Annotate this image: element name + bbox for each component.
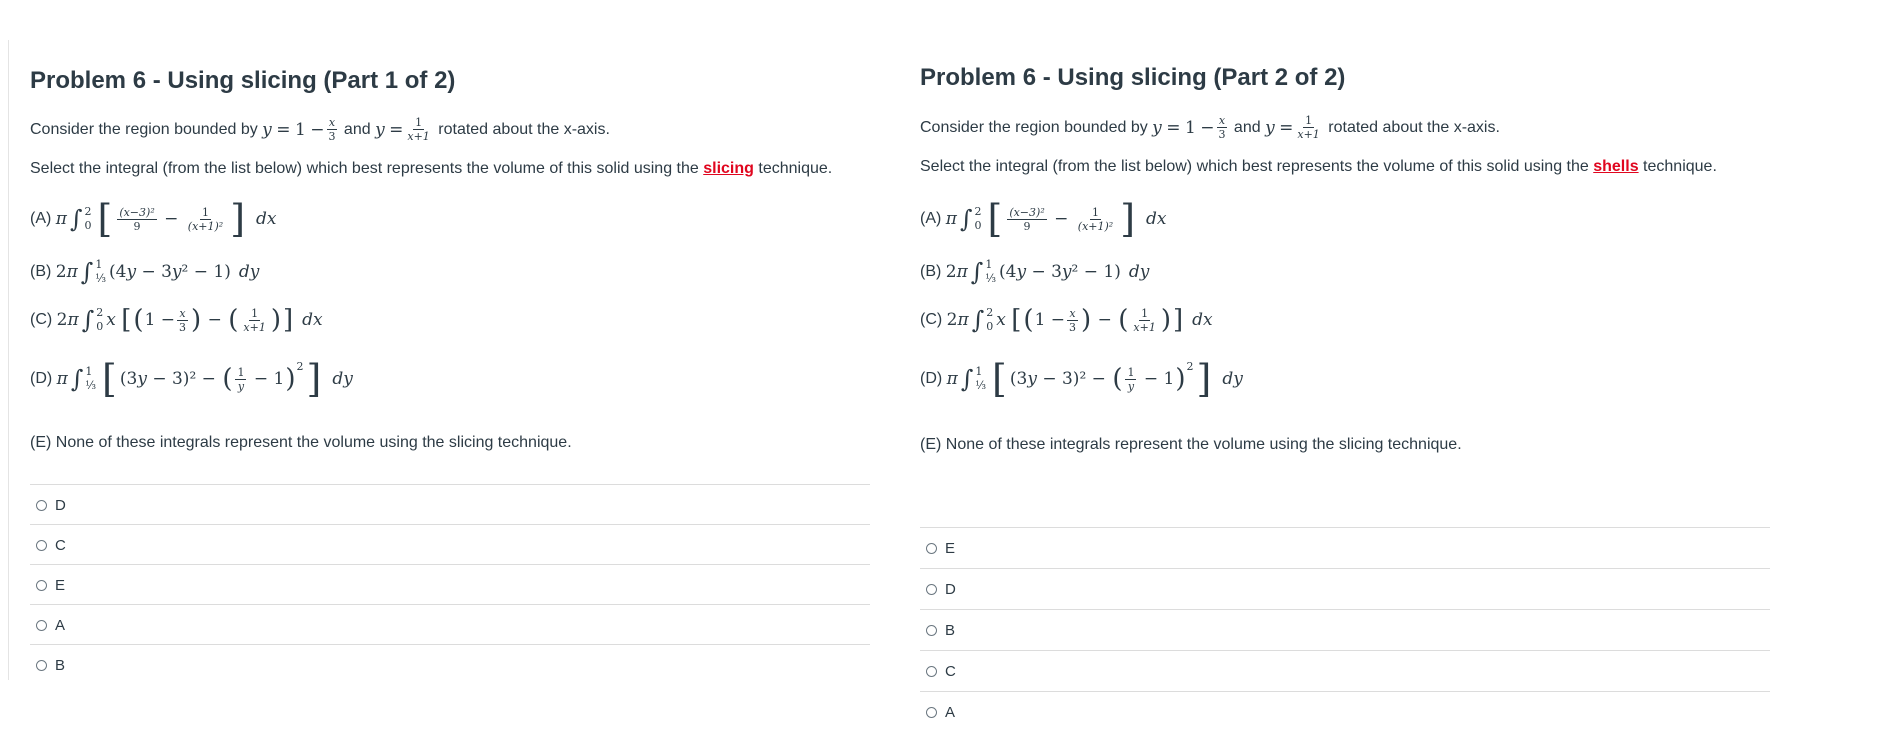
answer-option[interactable]: E (30, 564, 870, 605)
radio-icon[interactable] (926, 625, 937, 636)
choice-b: (B) 2 π ∫ 1 ⅓ (4 y − 3 y ² − 1) dy (920, 258, 1150, 286)
question-title: Problem 6 - Using slicing (Part 2 of 2) (920, 64, 1346, 91)
choice-c: (C) 2 π ∫ 2 0 x [ ( 1 − $\frac{x}{3}$ ) − ( $\frac{1}{x+1}$ ) ] dx (920, 305, 1213, 335)
radio-icon[interactable] (926, 543, 937, 554)
question-intro: Consider the region bounded by y = 1 − $\frac{x}{3}$ and y = $\frac{1}{x+1}$ rotated about the x-axis. (30, 116, 610, 143)
radio-icon[interactable] (36, 540, 47, 551)
radio-icon[interactable] (36, 660, 47, 671)
question-title: Problem 6 - Using slicing (Part 1 of 2) (30, 67, 456, 94)
radio-icon[interactable] (36, 500, 47, 511)
answer-option[interactable]: C (920, 650, 1770, 691)
answer-option[interactable]: D (920, 568, 1770, 609)
question-intro: Consider the region bounded by y = 1 − $\frac{x}{3}$ and y = $\frac{1}{x+1}$ rotated about the x-axis. (920, 114, 1500, 141)
question-instruction: Select the integral (from the list below) which best represents the volume of this solid using the slicing technique. (30, 160, 833, 177)
radio-icon[interactable] (926, 666, 937, 677)
technique-keyword: slicing (703, 160, 754, 177)
choice-a: (A) π ∫ 2 0 [ $\frac{\text{(x−3)²}}{9}$ − $\frac{1}{\text{(x+1)²}}$ ] dx (30, 197, 277, 241)
answer-option[interactable]: A (920, 691, 1770, 732)
left-border (8, 40, 9, 680)
answer-option[interactable]: E (920, 527, 1770, 568)
answer-option[interactable]: C (30, 524, 870, 565)
choice-b: (B) 2 π ∫ 1 ⅓ (4 y − 3 y ² − 1) dy (30, 258, 260, 286)
choice-e: (E) None of these integrals represent the volume using the slicing technique. (920, 436, 1462, 453)
question-instruction: Select the integral (from the list below) which best represents the volume of this solid using the shells technique. (920, 158, 1717, 175)
answer-option[interactable]: B (920, 609, 1770, 650)
radio-icon[interactable] (36, 620, 47, 631)
answer-option[interactable]: A (30, 604, 870, 645)
radio-icon[interactable] (926, 584, 937, 595)
choice-a: (A) π ∫ 2 0 [ $\frac{\text{(x−3)²}}{9}$ − $\frac{1}{\text{(x+1)²}}$ ] dx (920, 197, 1167, 241)
radio-icon[interactable] (926, 707, 937, 718)
choice-d: (D) π ∫ 1 ⅓ [ (3 y − 3)² − ( $\frac{1}{y}$ − 1 ) 2 ] dy (920, 357, 1243, 401)
answer-option[interactable]: D (30, 484, 870, 525)
answer-option[interactable]: B (30, 644, 870, 685)
choice-e: (E) None of these integrals represent the volume using the slicing technique. (30, 434, 572, 451)
technique-keyword: shells (1593, 158, 1639, 175)
choice-d: (D) π ∫ 1 ⅓ [ (3 y − 3)² − ( $\frac{1}{y}$ − 1 ) 2 ] dy (30, 357, 353, 401)
choice-c: (C) 2 π ∫ 2 0 x [ ( 1 − $\frac{x}{3}$ ) − ( $\frac{1}{x+1}$ ) ] dx (30, 305, 323, 335)
radio-icon[interactable] (36, 580, 47, 591)
